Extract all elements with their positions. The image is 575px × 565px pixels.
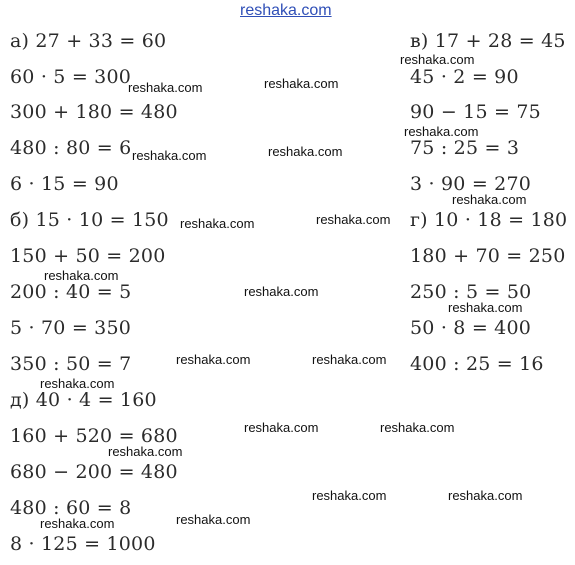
watermark: reshaka.com [380,420,455,435]
equation-v-4: 75 : 25 = 3 [410,137,520,159]
watermark: reshaka.com [132,148,207,163]
watermark: reshaka.com [268,144,343,159]
watermark: reshaka.com [44,268,119,283]
watermark: reshaka.com [312,488,387,503]
equation-g-3: 250 : 5 = 50 [410,281,532,303]
watermark: reshaka.com [452,192,527,207]
equation-a-3: 300 + 180 = 480 [10,101,178,123]
equation-g-1: г) 10 · 18 = 180 [410,209,568,231]
equation-b-4: 5 · 70 = 350 [10,317,132,339]
equation-b-3: 200 : 40 = 5 [10,281,132,303]
watermark: reshaka.com [400,52,475,67]
watermark: reshaka.com [108,444,183,459]
equation-d-3: 680 − 200 = 480 [10,461,178,483]
equation-d-5: 8 · 125 = 1000 [10,533,156,555]
watermark: reshaka.com [244,284,319,299]
watermark: reshaka.com [448,300,523,315]
equation-b-2: 150 + 50 = 200 [10,245,166,267]
equation-d-1: д) 40 · 4 = 160 [10,389,157,411]
equation-d-2: 160 + 520 = 680 [10,425,178,447]
equation-a-5: 6 · 15 = 90 [10,173,119,195]
equation-a-1: а) 27 + 33 = 60 [10,30,167,52]
equation-g-4: 50 · 8 = 400 [410,317,532,339]
watermark: reshaka.com [180,216,255,231]
watermark: reshaka.com [404,124,479,139]
watermark: reshaka.com [244,420,319,435]
watermark: reshaka.com [40,516,115,531]
watermark: reshaka.com [316,212,391,227]
equation-g-2: 180 + 70 = 250 [410,245,566,267]
equation-v-2: 45 · 2 = 90 [410,66,519,88]
equation-b-1: б) 15 · 10 = 150 [10,209,169,231]
watermark: reshaka.com [448,488,523,503]
equation-g-5: 400 : 25 = 16 [410,353,544,375]
equation-a-4: 480 : 80 = 6 [10,137,132,159]
watermark: reshaka.com [312,352,387,367]
equation-a-2: 60 · 5 = 300 [10,66,132,88]
header-watermark[interactable]: reshaka.com [240,2,332,19]
equation-d-4: 480 : 60 = 8 [10,497,132,519]
equation-b-5: 350 : 50 = 7 [10,353,132,375]
watermark: reshaka.com [176,352,251,367]
watermark: reshaka.com [176,512,251,527]
equation-v-1: в) 17 + 28 = 45 [410,30,566,52]
equation-v-3: 90 − 15 = 75 [410,101,541,123]
equation-v-5: 3 · 90 = 270 [410,173,532,195]
watermark: reshaka.com [40,376,115,391]
watermark: reshaka.com [128,80,203,95]
watermark: reshaka.com [264,76,339,91]
